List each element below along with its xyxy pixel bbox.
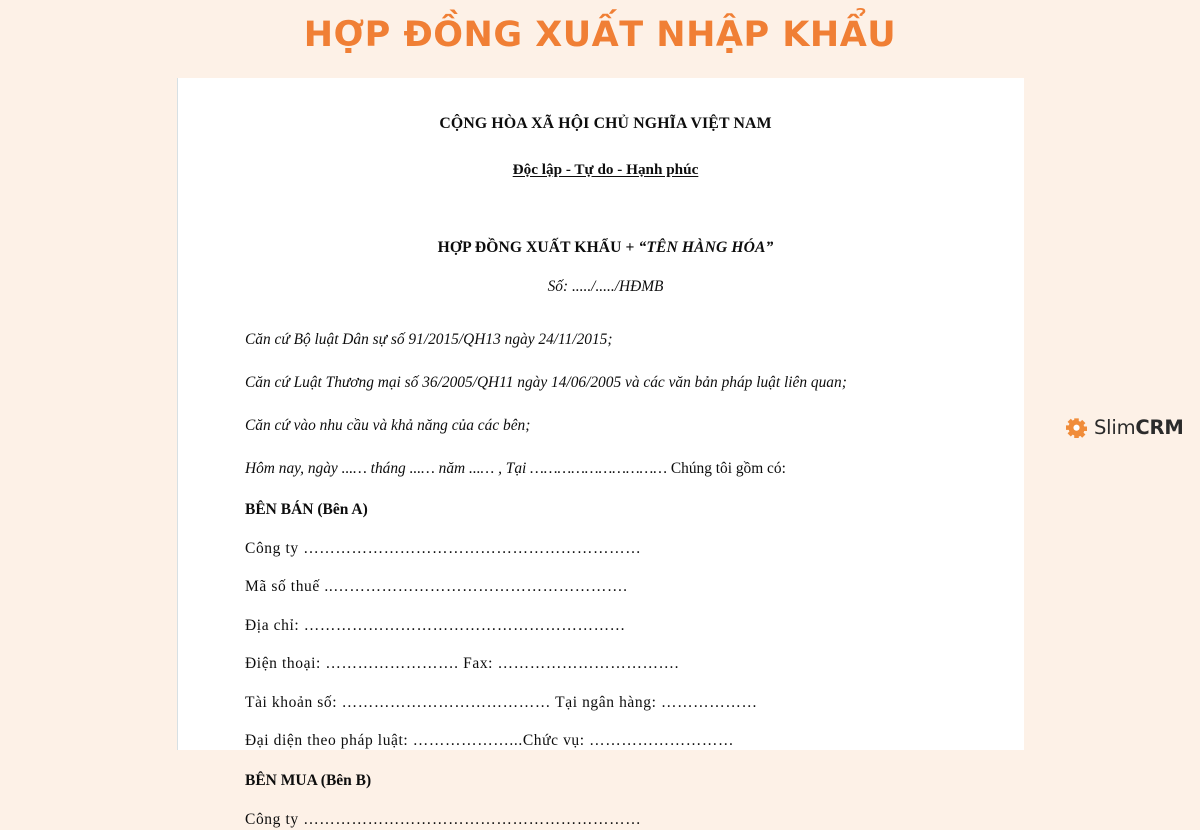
today-line: [245, 457, 966, 480]
slimcrm-watermark: [1066, 417, 1184, 438]
slimcrm-brand-text: [1094, 415, 1184, 439]
seller-field-company: Công ty ………………………………………………………: [245, 539, 642, 557]
gear-icon: [1066, 417, 1087, 438]
national-header: CỘNG HÒA XÃ HỘI CHỦ NGHĨA VIỆT NAM: [439, 115, 772, 132]
preamble-clause-3: Căn cứ vào nhu cầu và khả năng của các bên;: [245, 417, 531, 435]
preamble-clause-1: Căn cứ Bộ luật Dân sự số 91/2015/QH13 ngày 24/11/2015;: [245, 330, 613, 348]
today-line-plain: Chúng tôi gồm có:: [667, 460, 786, 478]
seller-field-bank-account: Tài khoản số: ………………………………… Tại ngân hàng: ………………: [245, 693, 758, 711]
seller-field-phone-fax: Điện thoại: ……………………. Fax: …………………………….: [245, 655, 680, 673]
seller-field-tax-code: Mã số thuế ..……………………………………………….: [245, 578, 628, 596]
banner: [0, 0, 1200, 78]
slimcrm-brand-light: Slim: [1094, 415, 1136, 439]
contract-title-goods: “TÊN HÀNG HÓA”: [638, 238, 774, 256]
buyer-field-company: Công ty ………………………………………………………: [245, 810, 642, 828]
buyer-heading: [245, 771, 966, 791]
seller-field-address: Địa chỉ: ……………………………………………………: [245, 616, 626, 634]
page-title: HỢP ĐỒNG XUẤT NHẬP KHẨU: [303, 14, 897, 55]
contract-title-prefix: HỢP ĐỒNG XUẤT KHẨU +: [437, 238, 639, 256]
seller-field-legal-representative: Đại diện theo pháp luật: ………………...Chức vụ: ………………………: [245, 731, 735, 749]
slimcrm-brand-bold: CRM: [1135, 415, 1184, 439]
buyer-heading-suffix: (Bên B): [316, 772, 372, 790]
seller-heading: [245, 500, 966, 520]
preamble-clause-2: Căn cứ Luật Thương mại số 36/2005/QH11 ngày 14/06/2005 và các văn bản pháp luật liên quan;: [245, 373, 847, 391]
national-motto-text: Độc lập - Tự do - Hạnh phúc: [512, 160, 699, 178]
buyer-heading-label: BÊN MUA: [245, 772, 317, 790]
today-line-italic: Hôm nay, ngày ...… tháng ...… năm ...… , Tại …………………………: [245, 460, 668, 478]
document-body: [178, 78, 1024, 830]
seller-heading-suffix: (Bên A): [313, 501, 368, 519]
contract-title: [245, 238, 966, 259]
national-motto: [245, 160, 966, 180]
seller-heading-label: BÊN BÁN: [245, 501, 314, 519]
contract-number: Số: ...../...../HĐMB: [547, 278, 664, 296]
document-sheet: [177, 78, 1024, 828]
